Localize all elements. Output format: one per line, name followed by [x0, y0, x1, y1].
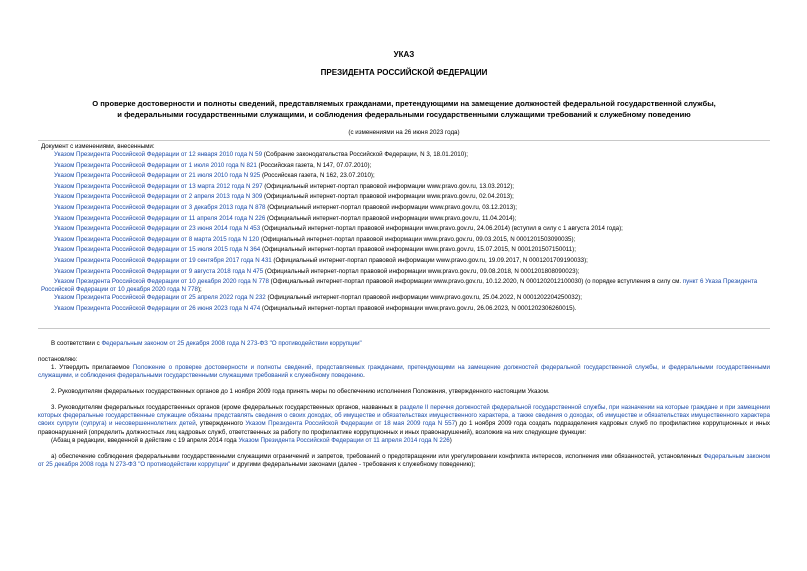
amendment-source: (Российская газета, N 147, 07.07.2010);: [256, 161, 372, 169]
amendment-link[interactable]: Указом Президента Российской Федерации от 2 апреля 2013 года N 309: [54, 193, 263, 201]
pa-end: и другими федеральными законами (далее - требования к служебному поведению);: [230, 460, 476, 468]
amendment-link[interactable]: Указом Президента Российской Федерации от 12 января 2010 года N 59: [54, 151, 263, 159]
pa-text: а) обеспечение соблюдения федеральными государственными служащими ограничений и запретов, требований о предотвращении или урегулировании конфликта интересов, исполнения ими обязанностей, установленных: [51, 452, 704, 460]
law-273-link[interactable]: Федеральным законом от 25 декабря 2008 года N 273-ФЗ "О противодействии коррупции": [38, 452, 770, 468]
amendment-source: (Официальный интернет-портал правовой информации www.pravo.gov.ru, 09.08.2018, N 0001201808090023);: [263, 267, 580, 275]
amendment-link[interactable]: Указом Президента Российской Федерации от 9 августа 2018 года N 475: [54, 267, 264, 275]
amendment-link[interactable]: Указом Президента Российской Федерации от 11 апреля 2014 года N 226: [54, 214, 266, 222]
paragraph-3a: [38, 453, 770, 469]
note-end: ): [449, 436, 452, 444]
amendment-item: [38, 183, 770, 194]
amendment-source: (Официальный интернет-портал правовой информации www.pravo.gov.ru, 26.06.2023, N 0001202306260015).: [260, 304, 577, 312]
amendment-source: (Собрание законодательства Российской Федерации, N 3, 18.01.2010);: [262, 151, 468, 159]
p3-end: ) до 1 ноября 2009 года создать подразделения кадровых служб по профилактике коррупционных и иных правонарушений (определить должностных лиц кадровых служб, ответственных за работу по профилактике коррупционных и иных правонарушений), возложив на них следующие функции:: [38, 420, 770, 436]
amendment-link[interactable]: Указом Президента Российской Федерации от 25 апреля 2022 года N 232: [54, 294, 266, 302]
doc-subject: [38, 98, 770, 120]
section-ii-link[interactable]: разделе II перечня должностей федеральной государственной службы, при назначении на которые граждане и при замещении которых федеральные государственные служащие обязаны представлять сведения о своих доходах, об имуществе и обязательствах имущественного характера, а также сведения о доходах, об имуществе и обязательствах имущественного характера своих супруги (супруга) и несовершеннолетних детей: [38, 404, 771, 428]
intro-law-link[interactable]: Федеральным законом от 25 декабря 2008 года N 273-ФЗ "О противодействии коррупции": [101, 340, 362, 347]
amendment-link[interactable]: Указом Президента Российской Федерации от 19 сентября 2017 года N 431: [54, 257, 272, 264]
amendment-source: (Официальный интернет-портал правовой информации www.pravo.gov.ru, 03.12.2013);: [265, 204, 517, 212]
amendment-item: [38, 151, 770, 162]
amendment-item: [38, 215, 770, 226]
amendment-source: (Официальный интернет-портал правовой информации www.pravo.gov.ru, 13.03.2012);: [262, 182, 515, 190]
regulation-link[interactable]: Положение о проверке достоверности и полноты сведений, представляемых гражданами, претендующими на замещение должностей федеральной государственной службы, и федеральными государственными служащими, и соблюдения федеральными государственными служащими требований к служебному поведению: [38, 364, 770, 380]
amendment-item: [38, 257, 770, 268]
divider-bottom: [38, 328, 770, 329]
amendment-source: (Официальный интернет-портал правовой информации www.pravo.gov.ru, 24.06.2014) (вступил в силу с 1 августа 2014 года);: [260, 225, 623, 233]
amendment-link[interactable]: Указом Президента Российской Федерации от 21 июля 2010 года N 925: [54, 172, 261, 180]
amendment-source: (Официальный интернет-портал правовой информации www.pravo.gov.ru, 02.04.2013);: [262, 193, 514, 201]
decree-body: [38, 340, 770, 469]
amendments-heading: Документ с изменениями, внесенными:: [41, 143, 155, 150]
amendment-source: (Официальный интернет-портал правовой информации www.pravo.gov.ru, 09.03.2015, N 0001201503090035);: [259, 235, 576, 243]
changes-note: (с изменениями на 26 июня 2023 года): [348, 129, 460, 136]
amendment-item: [38, 305, 770, 316]
p3-mid: , утвержденного: [195, 420, 246, 428]
amendment-link[interactable]: Указом Президента Российской Федерации от 26 июня 2023 года N 474: [54, 304, 261, 312]
amendment-source: (Официальный интернет-портал правовой информации www.pravo.gov.ru, 15.07.2015, N 0001201507150011);: [260, 246, 576, 254]
amendment-link[interactable]: Указом Президента Российской Федерации от 10 декабря 2020 года N 778: [54, 278, 269, 286]
intro-text: В соответствии с: [51, 340, 102, 347]
amendment-item: [38, 193, 770, 204]
amendment-source: (Официальный интернет-портал правовой информации www.pravo.gov.ru, 25.04.2022, N 0001202204250032);: [265, 294, 582, 302]
paragraph-1: [38, 364, 770, 380]
amendments-list: [38, 143, 770, 316]
amendment-item: [38, 278, 770, 294]
amendment-source: );: [197, 286, 202, 294]
paragraph-3: [38, 404, 770, 436]
amendment-item: [38, 246, 770, 257]
amendment-item: [38, 268, 770, 279]
amendment-item: [38, 225, 770, 236]
amendment-item: [38, 172, 770, 183]
decree-word: постановляю:: [38, 356, 78, 364]
divider-top: [38, 140, 770, 141]
amendment-source: (Российская газета, N 162, 23.07.2010);: [260, 172, 375, 180]
paragraph-3-note: [38, 437, 770, 445]
amendment-source: (Официальный интернет-портал правовой информации www.pravo.gov.ru, 10.12.2020, N 0001202012100030) (о порядке вступления в силу см.: [268, 278, 683, 286]
note-text: (Абзац в редакции, введенной в действие с 19 апреля 2014 года: [51, 436, 239, 444]
amendment-link[interactable]: Указом Президента Российской Федерации от 23 июня 2014 года N 453: [54, 225, 261, 233]
amendment-item: [38, 204, 770, 215]
amendment-link[interactable]: Указом Президента Российской Федерации от 13 марта 2012 года N 297: [54, 182, 263, 190]
amendment-item: [38, 236, 770, 247]
intro-paragraph: [38, 340, 770, 348]
amendment-item: [38, 294, 770, 305]
amendment-link[interactable]: Указом Президента Российской Федерации от 1 июля 2010 года N 821: [54, 161, 257, 169]
amendment-link[interactable]: Указом Президента Российской Федерации от 15 июля 2015 года N 364: [54, 246, 261, 254]
amendment-source: (Официальный интернет-портал правовой информации www.pravo.gov.ru, 11.04.2014);: [265, 214, 517, 222]
doc-type-title: УКАЗ: [393, 50, 415, 59]
paragraph-2: 2. Руководителям федеральных государственных органов до 1 ноября 2009 года принять меры по обеспечению исполнения Положения, утвержденного настоящим Указом.: [51, 388, 550, 396]
amendment-link[interactable]: Указом Президента Российской Федерации от 3 декабря 2013 года N 878: [54, 204, 266, 212]
amendment-link[interactable]: Указом Президента Российской Федерации от 8 марта 2015 года N 120: [54, 235, 260, 243]
p1-end: .: [363, 372, 365, 380]
decree-226-link[interactable]: Указом Президента Российской Федерации от 11 апреля 2014 года N 226: [238, 436, 450, 444]
amendment-source: (Официальный интернет-портал правовой информации www.pravo.gov.ru, 19.09.2017, N 0001201709190033);: [271, 257, 588, 264]
p1-text: 1. Утвердить прилагаемое: [51, 364, 133, 372]
subject-line-1: О проверке достоверности и полноты сведений, представляемых гражданами, претендующими на замещение должностей федеральной государственной службы,: [92, 99, 716, 108]
p3-text: 3. Руководителям федеральных государственных органов (кроме федеральных государственных органов, названных в: [51, 404, 400, 412]
amendment-link[interactable]: пункт 6 Указа Президента Российской Федерации от 10 декабря 2020 года N 778: [41, 278, 758, 294]
decree-557-link[interactable]: Указом Президента Российской Федерации от 18 мая 2009 года N 557: [245, 420, 456, 428]
subject-line-2: и федеральными государственными служащими, и соблюдения федеральными государственными служащими требований к служебному поведению: [117, 110, 691, 119]
issuer-title: ПРЕЗИДЕНТА РОССИЙСКОЙ ФЕДЕРАЦИИ: [320, 68, 488, 77]
amendment-item: [38, 162, 770, 173]
